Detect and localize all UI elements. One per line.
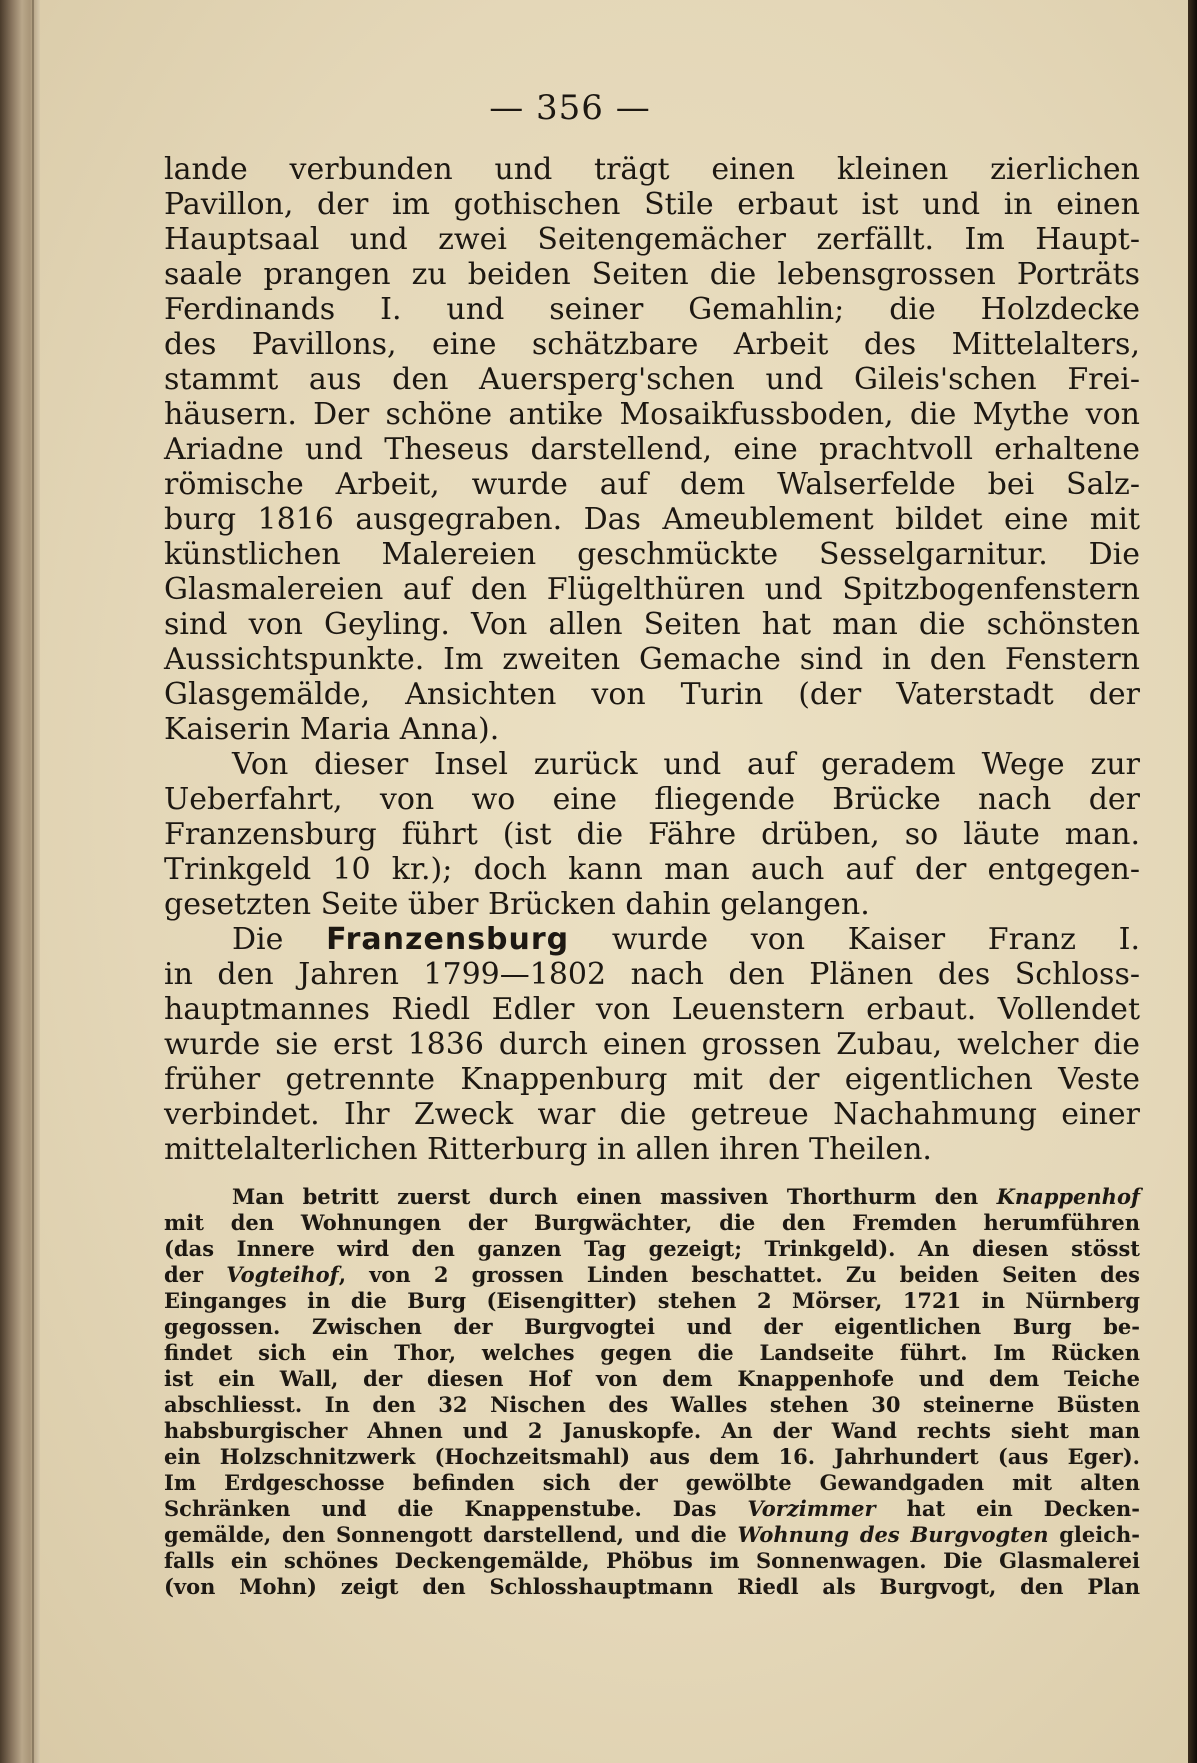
note-fragment: hat ein Decken- xyxy=(906,1496,1141,1521)
note-italic-term: Vorzimmer xyxy=(747,1496,876,1521)
text-line: stammt aus den Auersperg'schen und Gileis'schen Frei- xyxy=(164,362,1140,397)
book-page xyxy=(40,0,1188,1763)
text-line: Franzensburg führt (ist die Fähre drüben, so läute man. xyxy=(164,817,1140,852)
text-line: Pavillon, der im gothischen Stile erbaut ist und in einen xyxy=(164,187,1140,222)
note-line xyxy=(164,1522,1140,1548)
note-line: (von Mohn) zeigt den Schlosshauptmann Riedl als Burgvogt, den Plan xyxy=(164,1574,1140,1599)
text-line: wurde sie erst 1836 durch einen grossen Zubau, welcher die xyxy=(164,1027,1140,1062)
note-fragment: der xyxy=(164,1262,204,1287)
text-line: Hauptsaal und zwei Seitengemächer zerfällt. Im Haupt- xyxy=(164,222,1140,257)
note-line xyxy=(164,1496,1140,1522)
note-line: Im Erdgeschosse befinden sich der gewölbte Gewandgaden mit alten xyxy=(164,1470,1140,1495)
note-line: falls ein schönes Deckengemälde, Phöbus im Sonnenwagen. Die Glasmalerei xyxy=(164,1548,1140,1573)
text-line: Glasgemälde, Ansichten von Turin (der Vaterstadt der xyxy=(164,677,1140,712)
note-fragment: gemälde, den Sonnengott darstellend, und die xyxy=(164,1522,727,1547)
text-line: des Pavillons, eine schätzbare Arbeit des Mittelalters, xyxy=(164,327,1140,362)
small-print-note xyxy=(164,1184,1140,1600)
note-line xyxy=(164,1262,1140,1288)
note-italic-term: Knappenhof xyxy=(996,1184,1140,1209)
text-line: häusern. Der schöne antike Mosaikfussboden, die Mythe von xyxy=(164,397,1140,432)
text-line: künstlichen Malereien geschmückte Sesselgarnitur. Die xyxy=(164,537,1140,572)
text-line: römische Arbeit, wurde auf dem Walserfelde bei Salz- xyxy=(164,467,1140,502)
text-line-franzensburg xyxy=(164,922,1140,957)
paragraph-lead: Die xyxy=(232,922,284,957)
note-line: (das Innere wird den ganzen Tag gezeigt; Trinkgeld). An diesen stösst xyxy=(164,1236,1140,1261)
text-line: Trinkgeld 10 kr.); doch kann man auch auf der entgegen- xyxy=(164,852,1140,887)
page-number: — 356 — xyxy=(489,88,651,128)
note-line: habsburgischer Ahnen und 2 Januskopfe. An der Wand rechts sieht man xyxy=(164,1418,1140,1443)
text-line: hauptmannes Riedl Edler von Leuenstern erbaut. Vollendet xyxy=(164,992,1140,1027)
note-line xyxy=(164,1184,1140,1210)
note-fragment: gleich- xyxy=(1059,1522,1140,1547)
note-line: mit den Wohnungen der Burgwächter, die den Fremden herumführen xyxy=(164,1210,1140,1235)
text-line: Aussichtspunkte. Im zweiten Gemache sind in den Fenstern xyxy=(164,642,1140,677)
text-line: burg 1816 ausgegraben. Das Ameublement bildet eine mit xyxy=(164,502,1140,537)
main-text xyxy=(164,152,1140,1167)
text-line: Ferdinands I. und seiner Gemahlin; die Holzdecke xyxy=(164,292,1140,327)
text-line: verbindet. Ihr Zweck war die getreue Nachahmung einer xyxy=(164,1097,1140,1132)
book-cover-edge xyxy=(1188,0,1197,1763)
text-line: Ueberfahrt, von wo eine fliegende Brücke nach der xyxy=(164,782,1140,817)
book-gutter xyxy=(0,0,40,1763)
text-line: sind von Geyling. Von allen Seiten hat man die schönsten xyxy=(164,607,1140,642)
note-line: findet sich ein Thor, welches gegen die Landseite führt. Im Rücken xyxy=(164,1340,1140,1365)
text-line: Kaiserin Maria Anna). xyxy=(164,712,500,747)
text-line: Von dieser Insel zurück und auf geradem Wege zur xyxy=(232,747,1140,782)
note-italic-term: Wohnung des Burgvogten xyxy=(737,1522,1049,1547)
text-line: Glasmalereien auf den Flügelthüren und Spitzbogenfenstern xyxy=(164,572,1140,607)
franzensburg-heading: Franzensburg xyxy=(326,922,570,957)
text-line: früher getrennte Knappenburg mit der eigentlichen Veste xyxy=(164,1062,1140,1097)
paragraph-lead-rest: wurde von Kaiser Franz I. xyxy=(611,922,1140,957)
text-line: mittelalterlichen Ritterburg in allen ihren Theilen. xyxy=(164,1132,932,1167)
note-line: gegossen. Zwischen der Burgvogtei und der eigentlichen Burg be- xyxy=(164,1314,1140,1339)
note-fragment: , von 2 grossen Linden beschattet. Zu beiden Seiten des xyxy=(338,1262,1140,1287)
text-line: lande verbunden und trägt einen kleinen zierlichen xyxy=(164,152,1140,187)
note-italic-term: Vogteihof xyxy=(226,1262,339,1287)
note-fragment: Schränken und die Knappenstube. Das xyxy=(164,1496,717,1521)
text-line: in den Jahren 1799—1802 nach den Plänen des Schloss- xyxy=(164,957,1140,992)
note-line: Einganges in die Burg (Eisengitter) stehen 2 Mörser, 1721 in Nürnberg xyxy=(164,1288,1140,1313)
note-fragment: Man betritt zuerst durch einen massiven Thorthurm den xyxy=(232,1184,979,1209)
note-line: ein Holzschnitzwerk (Hochzeitsmahl) aus dem 16. Jahrhundert (aus Eger). xyxy=(164,1444,1140,1469)
note-line: abschliesst. In den 32 Nischen des Walles stehen 30 steinerne Büsten xyxy=(164,1392,1140,1417)
text-line: gesetzten Seite über Brücken dahin gelangen. xyxy=(164,887,870,922)
note-line: ist ein Wall, der diesen Hof von dem Knappenhofe und dem Teiche xyxy=(164,1366,1140,1391)
text-line: Ariadne und Theseus darstellend, eine prachtvoll erhaltene xyxy=(164,432,1140,467)
text-line: saale prangen zu beiden Seiten die lebensgrossen Porträts xyxy=(164,257,1140,292)
